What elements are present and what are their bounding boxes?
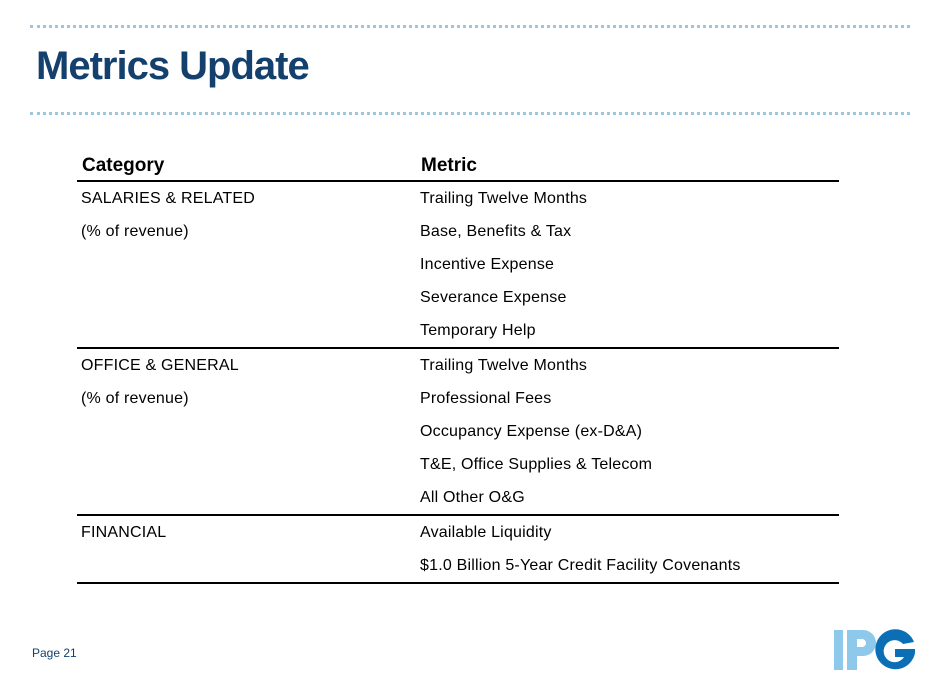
empty-cell [77,248,416,281]
table-row [77,549,839,583]
metrics-table [77,151,839,584]
category-cell: FINANCIAL [81,523,167,541]
table-row [77,314,839,348]
table-row [77,515,839,549]
metric-cell: Base, Benefits & Tax [420,222,572,240]
empty-cell [77,549,416,583]
empty-cell [77,314,416,348]
metric-cell: Severance Expense [420,288,567,306]
title-dotted-rule [30,112,910,115]
metric-cell: All Other O&G [416,481,839,515]
table-row [77,448,839,481]
table-row [77,382,839,415]
metric-cell: $1.0 Billion 5-Year Credit Facility Covenants [416,549,839,583]
category-column-header: Category [77,151,416,181]
metric-cell: Temporary Help [416,314,839,348]
metric-cell: Trailing Twelve Months [420,189,588,207]
metric-cell: Incentive Expense [420,255,555,273]
table-row [77,181,839,215]
category-note-cell: (% of revenue) [81,222,189,240]
metric-cell: Trailing Twelve Months [420,356,588,374]
empty-cell [77,481,416,515]
metric-cell: T&E, Office Supplies & Telecom [420,455,653,473]
table-row [77,248,839,281]
page-number: Page 21 [32,646,77,660]
empty-cell [77,448,416,481]
table-row [77,281,839,314]
metric-column-header: Metric [416,151,839,181]
table-row [77,415,839,448]
table-row [77,481,839,515]
category-cell: SALARIES & RELATED [81,189,256,207]
ipg-logo [833,628,917,672]
metric-cell: Professional Fees [420,389,552,407]
table-row [77,348,839,382]
metric-cell: Available Liquidity [420,523,552,541]
category-note-cell: (% of revenue) [81,389,189,407]
metric-cell: Occupancy Expense (ex-D&A) [420,422,643,440]
page-title: Metrics Update [36,44,309,88]
table-header-row [77,151,839,181]
empty-cell [77,281,416,314]
empty-cell [77,415,416,448]
category-cell: OFFICE & GENERAL [81,356,239,374]
table-row [77,215,839,248]
top-dotted-rule [30,25,910,28]
